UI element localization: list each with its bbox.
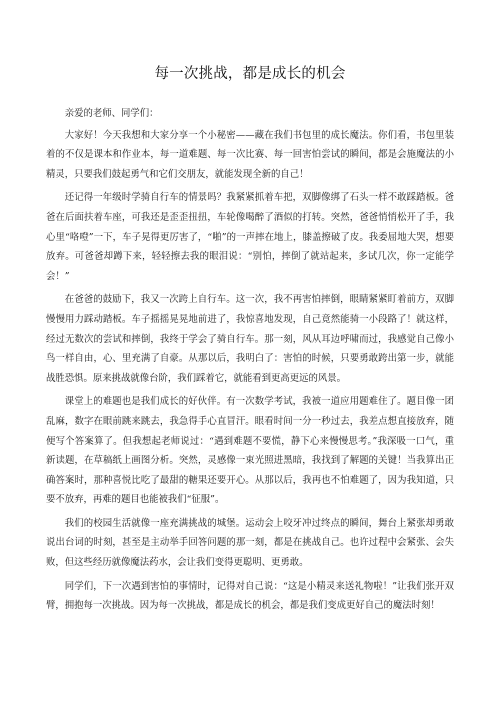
paragraph-2: 还记得一年级时学骑自行车的情景吗？我紧紧抓着车把，双脚像绑了石头一样不敢踩踏板。爸爸在后面扶着车座，可我还是歪歪扭扭，车轮像喝醉了酒似的打转。突然，爸爸悄悄松开了手，我心里“咯噔”一下，车子晃得更厉害了，“啪”的一声摔在地上，膝盖擦破了皮。我委屈地大哭，想要放弃。可爸爸却蹲下来，轻轻擦去我的眼泪说：“别怕，摔倒了就站起来，多试几次，你一定能学会！”	[46, 192, 454, 282]
document-title: 每一次挑战，都是成长的机会	[154, 66, 346, 82]
paragraph-3: 在爸爸的鼓励下，我又一次跨上自行车。这一次，我不再害怕摔倒，眼睛紧紧盯着前方，双脚慢慢用力踩动踏板。车子摇摇晃晃地前进了，我惊喜地发现，自己竟然能骑一小段路了！就这样，经过无数次的尝试和摔倒，我终于学会了骑自行车。那一刻，风从耳边呼啸而过，我感觉自己像小鸟一样自由，心、里充满了自豪。从那以后，我明白了：害怕的时候，只要勇敢跨出第一步，就能战胜恐惧。原来挑战就像台阶，我们踩着它，就能看到更高更远的风景。	[46, 294, 454, 384]
paragraph-4: 课堂上的难题也是我们成长的好伙伴。有一次数学考试，我被一道应用题难住了。题目像一团乱麻，数字在眼前跳来跳去，我急得手心直冒汗。眼看时间一分一秒过去，我差点想直接放弃，随便写个答案算了。但我想起老师说过：“遇到难题不要慌，静下心来慢慢思考。”我深吸一口气，重新读题，在草稿纸上画图分析。突然，灵感像一束光照进黑暗，我找到了解题的关键！当我算出正确答案时，那种喜悦比吃了最甜的糖果还要开心。从那以后，我再也不怕难题了，因为我知道，只要不放弃，再难的题目也能被我们“征服”。	[46, 396, 454, 506]
paragraph-6: 同学们，下一次遇到害怕的事情时，记得对自己说：“这是小精灵来送礼物啦！”让我们张开双臂，拥抱每一次挑战。因为每一次挑战，都是成长的机会，都是我们变成更好自己的魔法时刻！	[46, 580, 454, 612]
paragraph-5: 我们的校园生活就像一座充满挑战的城堡。运动会上咬牙冲过终点的瞬间，舞台上紧张却勇敢说出台词的时刻，甚至是主动举手回答问题的那一刻，都是在挑战自己。也许过程中会紧张、会失败，但这些经历就像魔法药水，会让我们变得更聪明、更勇敢。	[46, 517, 454, 569]
greeting: 亲爱的老师、同学们：	[64, 108, 159, 119]
paragraph-1: 大家好！今天我想和大家分享一个小秘密——藏在我们书包里的成长魔法。你们看，书包里装着的不仅是课本和作业本，每一道难题、每一次比赛、每一回害怕尝试的瞬间，都是会施魔法的小精灵，只要我们鼓起勇气和它们交朋友，就能发现全新的自己！	[46, 129, 454, 180]
document-body	[46, 104, 454, 616]
